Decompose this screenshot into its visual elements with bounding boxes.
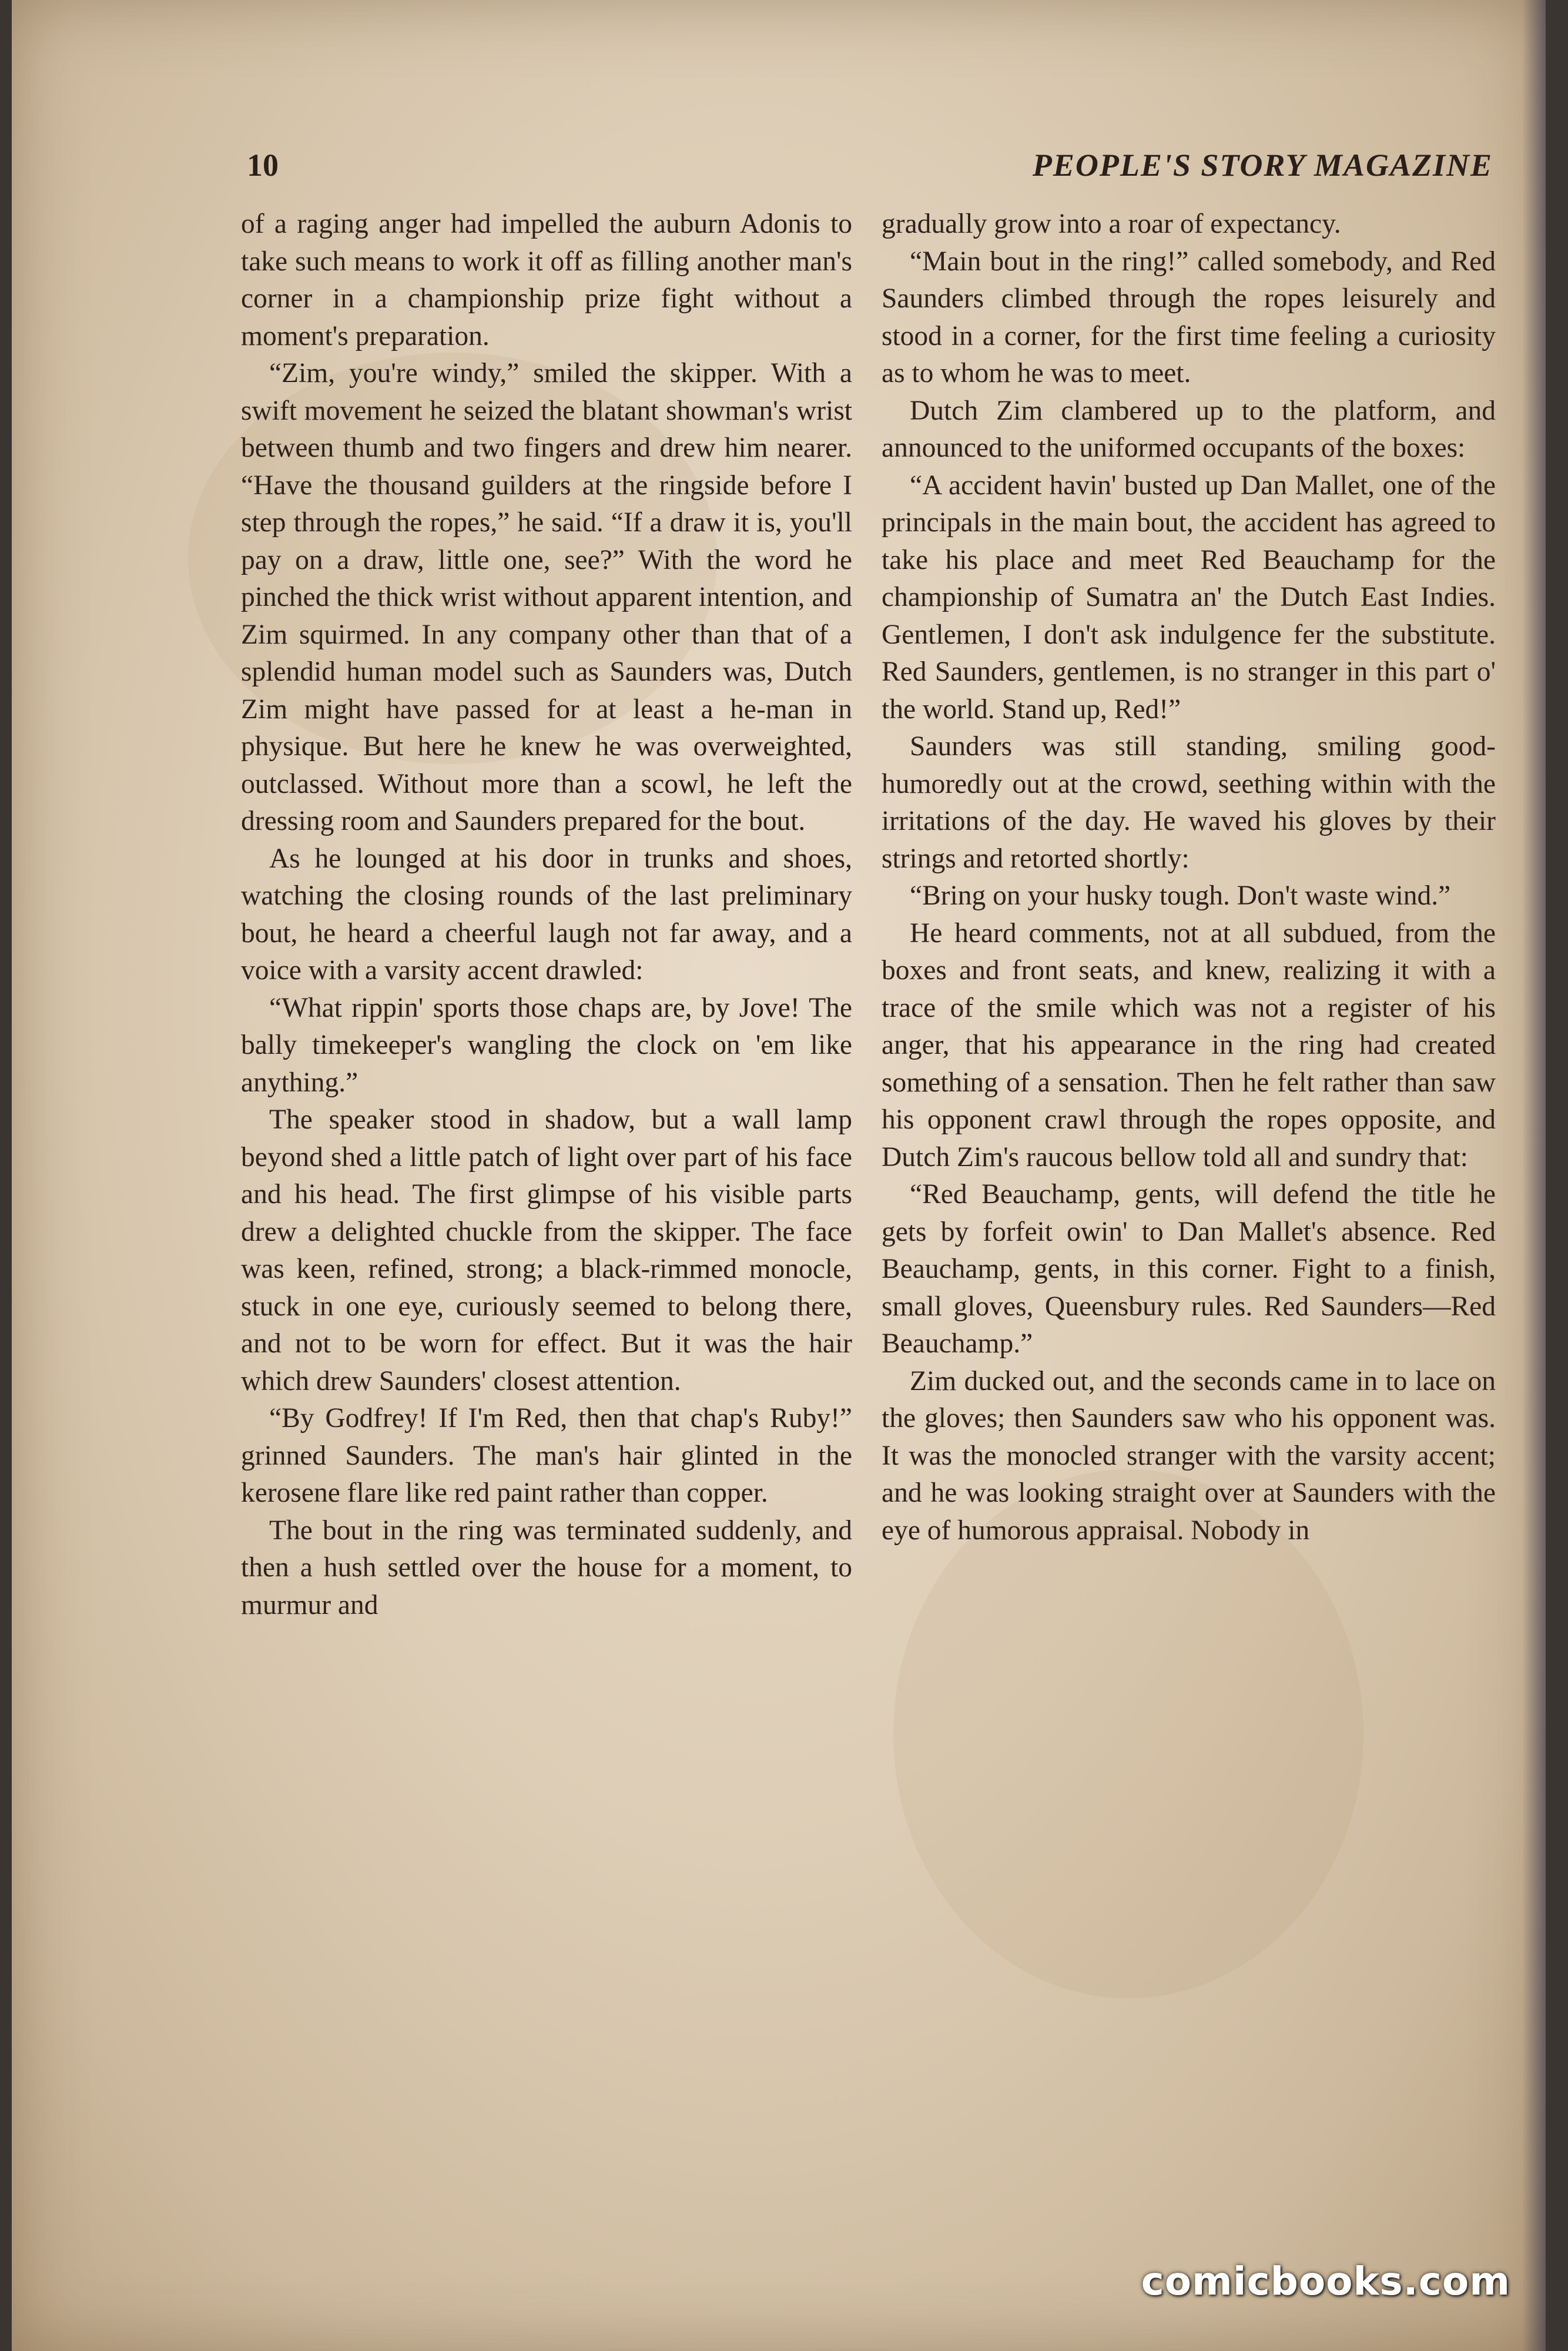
left-column — [241, 206, 852, 1624]
page-spine-shadow — [1522, 0, 1546, 2351]
paragraph: The bout in the ring was terminated suddenly, and then a hush settled over the house for a moment, to murmur and — [241, 1515, 852, 1620]
paragraph: He heard comments, not at all subdued, from the boxes and front seats, and knew, realizing it with a trace of the smile which was not a register of his anger, that his appearance in the ring had created something of a sensation. Then he felt rather than saw his opponent crawl through the ropes opposite, and Dutch Zim's raucous bellow told all and sundry that: — [882, 917, 1496, 1173]
paragraph: Saunders was still standing, smiling good-humoredly out at the crowd, seething within with the irritations of the day. He waved his gloves by their strings and retorted shortly: — [882, 731, 1496, 874]
paragraph: Zim ducked out, and the seconds came in to lace on the gloves; then Saunders saw who his opponent was. It was the monocled stranger with the varsity accent; and he was looking straight over at Saunders with the eye of humorous appraisal. Nobody in — [882, 1365, 1496, 1546]
paragraph: of a raging anger had impelled the auburn Adonis to take such means to work it off as filling another man's corner in a championship prize fight without a moment's preparation. — [241, 209, 852, 351]
paragraph: “Red Beauchamp, gents, will defend the title he gets by forfeit owin' to Dan Mallet's absence. Red Beauchamp, gents, in this corner. Fight to a finish, small gloves, Queensbury rules. Red Saunders—Red Beauchamp.” — [882, 1179, 1496, 1359]
right-column — [882, 206, 1496, 1549]
paragraph: “Zim, you're windy,” smiled the skipper. With a swift movement he seized the blatant showman's wrist between thumb and two fingers and drew him nearer. “Have the thousand guilders at the ringside before I step through the ropes,” he said. “If a draw it is, you'll pay on a draw, little one, see?” With the word he pinched the thick wrist without apparent intention, and Zim squirmed. In any company other than that of a splendid human model such as Saunders was, Dutch Zim might have passed for at least a he-man in physique. But here he knew he was overweighted, outclassed. Without more than a scowl, he left the dressing room and Saunders prepared for the bout. — [241, 358, 852, 836]
paragraph: “What rippin' sports those chaps are, by Jove! The bally timekeeper's wangling the clock on 'em like anything.” — [241, 992, 852, 1098]
paragraph: gradually grow into a roar of expectancy. — [882, 209, 1341, 239]
page-header — [247, 147, 1493, 194]
magazine-page — [12, 0, 1546, 2351]
running-title: PEOPLE'S STORY MAGAZINE — [1032, 148, 1493, 183]
paragraph: “By Godfrey! If I'm Red, then that chap's Ruby!” grinned Saunders. The man's hair glinted in the kerosene flare like red paint rather than copper. — [241, 1403, 852, 1508]
page-number: 10 — [247, 148, 279, 183]
paragraph: As he lounged at his door in trunks and shoes, watching the closing rounds of the last preliminary bout, he heard a cheerful laugh not far away, and a voice with a varsity accent drawled: — [241, 843, 852, 986]
paragraph: “Main bout in the ring!” called somebody, and Red Saunders climbed through the ropes leisurely and stood in a corner, for the first time feeling a curiosity as to whom he was to meet. — [882, 246, 1496, 389]
watermark-logo: comicbooks.com — [1141, 2259, 1510, 2304]
paragraph: Dutch Zim clambered up to the platform, and announced to the uniformed occupants of the boxes: — [882, 395, 1496, 463]
paragraph: “Bring on your husky tough. Don't waste wind.” — [910, 880, 1451, 911]
paragraph: The speaker stood in shadow, but a wall lamp beyond shed a little patch of light over part of his face and his head. The first glimpse of his visible parts drew a delighted chuckle from the skipper. The face was keen, refined, strong; a black-rimmed monocle, stuck in one eye, curiously seemed to belong there, and not to be worn for effect. But it was the hair which drew Saunders' closest attention. — [241, 1104, 852, 1396]
paragraph: “A accident havin' busted up Dan Mallet, one of the principals in the main bout, the accident has agreed to take his place and meet Red Beauchamp for the championship of Sumatra an' the Dutch East Indies. Gentlemen, I don't ask indulgence fer the substitute. Red Saunders, gentlemen, is no stranger in this part o' the world. Stand up, Red!” — [882, 470, 1496, 725]
